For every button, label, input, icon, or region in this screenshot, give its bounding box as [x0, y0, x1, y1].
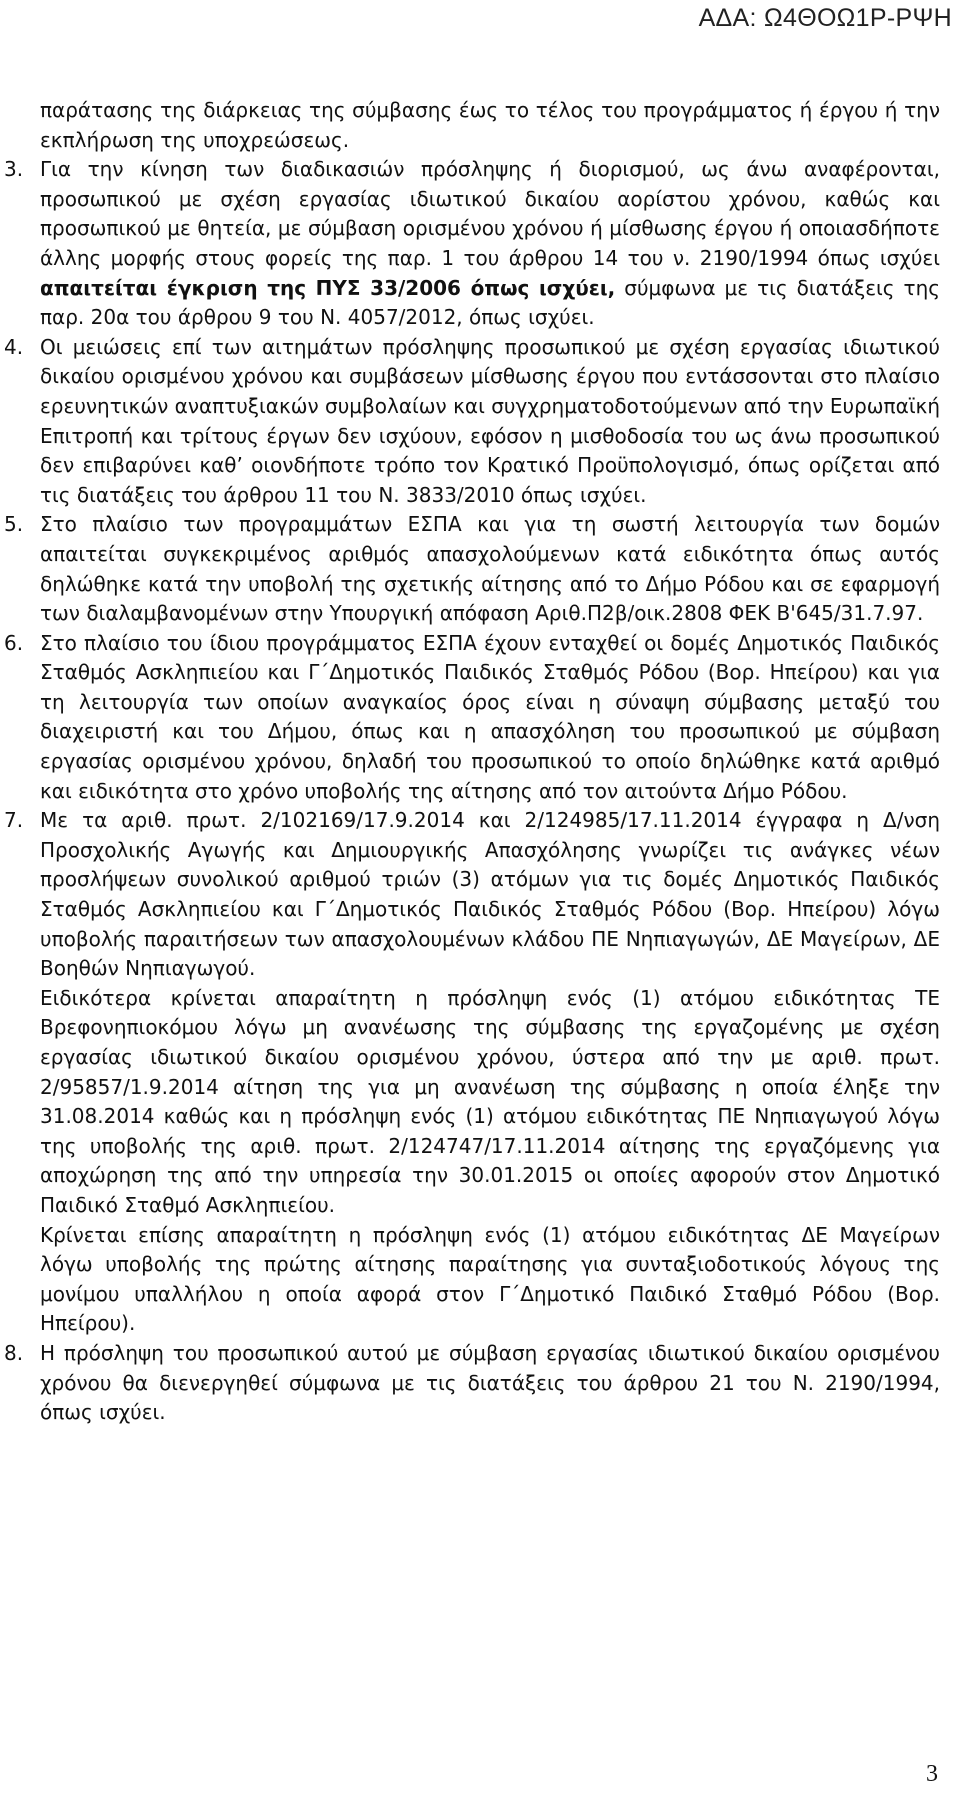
item-number: 4. [4, 334, 24, 359]
item-text: Οι μειώσεις επί των αιτημάτων πρόσληψης προσωπικού με σχέση εργασίας ιδιωτικού δικαίου ορισμένου χρόνου και συμβάσεων μίσθωσης έργου που εντάσσονται στο πλαίσιο ερευνητικών αναπτυξιακών συμβολαίων και συγχρηματοδοτούμενων από την Ευρωπαϊκή Επιτροπή και τρίτους έργων δεν ισχύουν, εφόσον η μισθοδοσία του ως άνω προσωπικού δεν επιβαρύνει καθ’ οιονδήποτε τρόπο τον Κρατικό Προϋπολογισμό, όπως ορίζεται από τις διατάξεις του άρθρου 11 του Ν. 3833/2010 όπως ισχύει. [40, 334, 940, 507]
page-number: 3 [926, 1761, 938, 1787]
item-number: 8. [4, 1340, 24, 1365]
item-number: 3. [4, 157, 24, 182]
list-item-7 [4, 806, 940, 1339]
item-number: 6. [4, 630, 24, 655]
list-item-5 [4, 510, 940, 628]
document-body [4, 96, 940, 1428]
item-text [40, 155, 940, 333]
item-text: Η πρόσληψη του προσωπικού αυτού με σύμβαση εργασίας ιδιωτικού δικαίου ορισμένου χρόνου θα διενεργηθεί σύμφωνα με τις διατάξεις του άρθρου 21 του Ν. 2190/1994, όπως ισχύει. [40, 1340, 940, 1425]
list-item-8 [4, 1339, 940, 1428]
intro-paragraph: παράτασης της διάρκειας της σύμβασης έως το τέλος του προγράμματος ή έργου ή την εκπλήρωση της υποχρεώσεως. [40, 98, 940, 152]
item-subparagraph: Κρίνεται επίσης απαραίτητη η πρόσληψη ενός (1) ατόμου ειδικότητας ΔΕ Μαγείρων λόγω υποβολής της πρώτης αίτησης παραίτησης για συνταξιοδοτικούς λόγους της μονίμου υπαλλήλου η οποία αφορά στον Γ΄Δημοτικό Παιδικό Σταθμό Ρόδου (Βορ. Ηπείρου). [40, 1222, 940, 1336]
item-text-bold: απαιτείται έγκριση της ΠΥΣ 33/2006 όπως ισχύει, [40, 275, 616, 300]
item-text-post: σύμφωνα με τις διατάξεις της παρ. 20α του άρθρου 9 του Ν. 4057/2012, όπως ισχύει. [40, 275, 940, 330]
item-text: Στο πλαίσιο του ίδιου προγράμματος ΕΣΠΑ έχουν ενταχθεί οι δομές Δημοτικός Παιδικός Σταθμός Ασκληπιείου και Γ΄Δημοτικός Παιδικός Σταθμός Ρόδου (Βορ. Ηπείρου) και για τη λειτουργία των οποίων αναγκαίος όρος είναι η σύναψη σύμβασης μεταξύ του διαχειριστή και του Δήμου, όπως και η απασχόληση του προσωπικού με σύμβαση εργασίας ορισμένου χρόνου, δηλαδή του προσωπικού το οποίο δηλώθηκε κατά αριθμό και ειδικότητα στο χρόνο υποβολής της αίτησης από τον αιτούντα Δήμο Ρόδου. [40, 630, 940, 803]
item-text-pre: Για την κίνηση των διαδικασιών πρόσληψης ή διορισμού, ως άνω αναφέρονται, προσωπικού με σχέση εργασίας ιδιωτικού δικαίου αορίστου χρόνου, καθώς και προσωπικού με θητεία, με σύμβαση ορισμένου χρόνου ή μίσθωσης έργου ή οποιασδήποτε άλλης μορφής στους φορείς της παρ. 1 του άρθρου 14 του ν. 2190/1994 όπως ισχύει [40, 157, 940, 270]
ada-code: ΑΔΑ: Ω4ΘΟΩ1Ρ-ΡΨΗ [698, 4, 952, 32]
item-text: Στο πλαίσιο των προγραμμάτων ΕΣΠΑ και για τη σωστή λειτουργία των δομών απαιτείται συγκεκριμένος αριθμός απασχολούμενων κατά ειδικότητα όπως αυτός δηλώθηκε κατά την υποβολή της σχετικής αίτησης από το Δήμο Ρόδου και σε εφαρμογή των διαλαμβανομένων στην Υπουργική απόφαση Αριθ.Π2β/οικ.2808 ΦΕΚ Β'645/31.7.97. [40, 512, 940, 626]
item-number: 5. [4, 512, 24, 537]
item-text: Με τα αριθ. πρωτ. 2/102169/17.9.2014 και 2/124985/17.11.2014 έγγραφα η Δ/νση Προσχολικής Αγωγής και Δημιουργικής Απασχόλησης γνωρίζει τις ανάγκες νέων προσλήψεων συνολικού αριθμού τριών (3) ατόμων για τις δομές Δημοτικός Παιδικός Σταθμός Ασκληπιείου και Γ΄Δημοτικός Παιδικός Σταθμός Ρόδου (Βορ. Ηπείρου) λόγω υποβολής παραιτήσεων των απασχολουμένων κλάδου ΠΕ Νηπιαγωγών, ΔΕ Μαγείρων, ΔΕ Βοηθών Νηπιαγωγού. [40, 808, 940, 981]
item-subparagraph: Ειδικότερα κρίνεται απαραίτητη η πρόσληψη ενός (1) ατόμου ειδικότητας ΤΕ Βρεφονηπιοκόμου λόγω μη ανανέωσης της σύμβασης της εργαζομένης με σχέση εργασίας ιδιωτικού δικαίου ορισμένου χρόνου, ύστερα από την με αριθ. πρωτ. 2/95857/1.9.2014 αίτηση της για μη ανανέωση της σύμβασης η οποία έληξε την 31.08.2014 καθώς και η πρόσληψη ενός (1) ατόμου ειδικότητας ΠΕ Νηπιαγωγού λόγω της υποβολής της αριθ. πρωτ. 2/124747/17.11.2014 αίτησης της εργαζόμενης για αποχώρηση της από την υπηρεσία την 30.01.2015 οι οποίες αφορούν στον Δημοτικό Παιδικό Σταθμό Ασκληπιείου. [40, 985, 940, 1217]
list-item-3 [4, 155, 940, 333]
item-number: 7. [4, 808, 24, 833]
list-item-4 [4, 333, 940, 511]
list-item-6 [4, 629, 940, 807]
